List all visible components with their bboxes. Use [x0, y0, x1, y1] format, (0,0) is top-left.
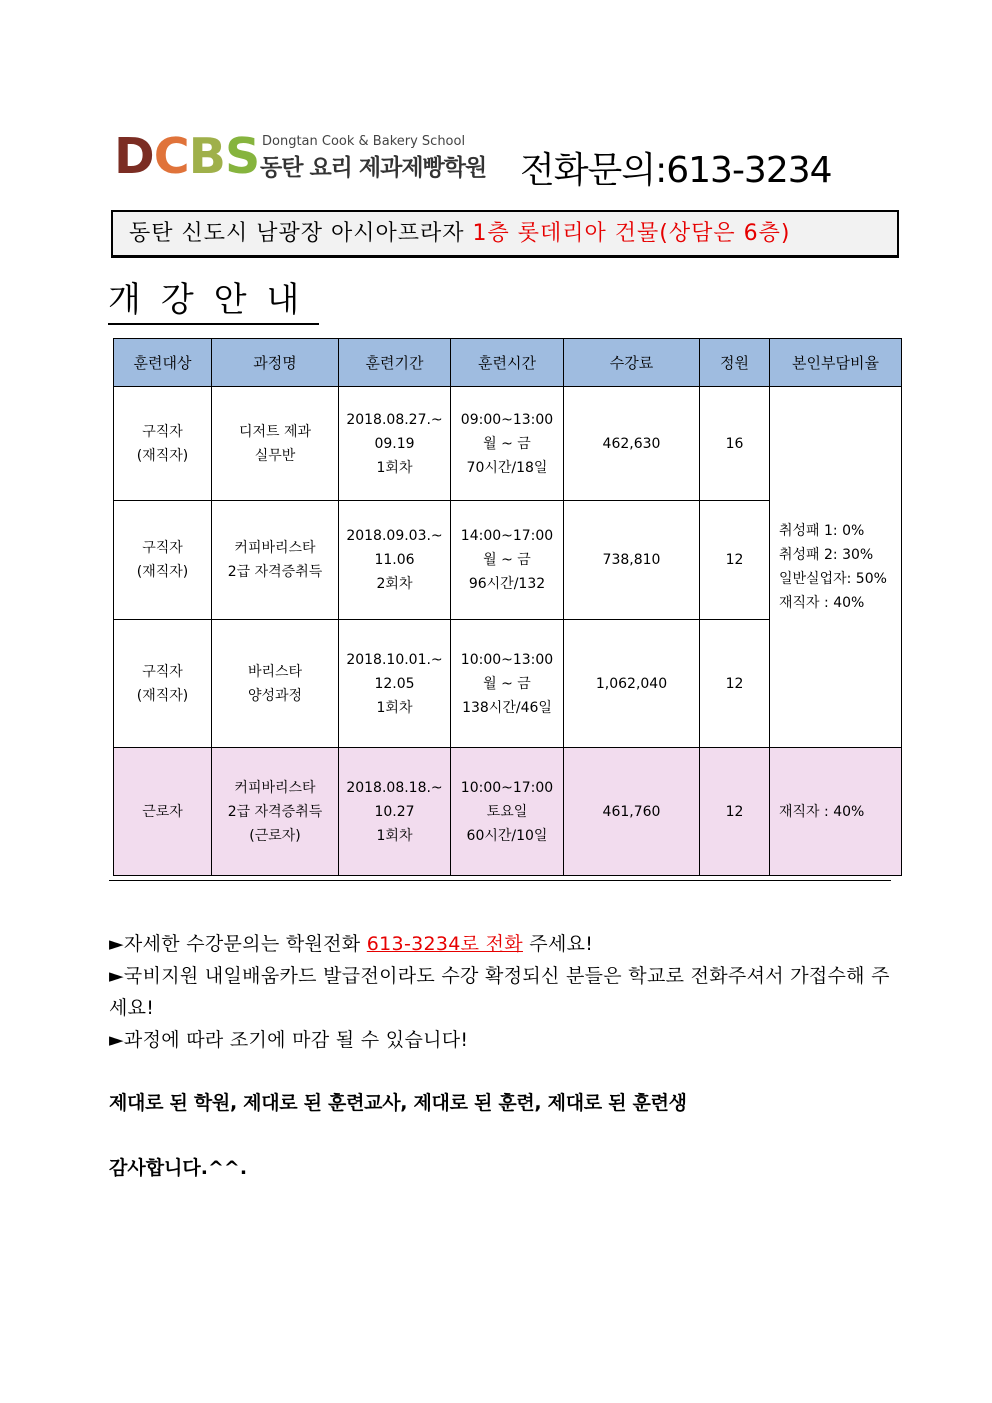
- course-table: [113, 338, 902, 876]
- phone-inquiry: 전화문의:613-3234: [520, 150, 832, 191]
- divider: [109, 880, 891, 881]
- cell-target: 구직자 (재직자): [114, 387, 212, 501]
- header-course: 과정명: [212, 339, 339, 387]
- logo-korean-name: 동탄 요리 제과제빵학원: [260, 155, 487, 181]
- logo-letter-d: D: [114, 128, 154, 185]
- cell-capacity: 12: [700, 620, 770, 748]
- cell-target: 구직자 (재직자): [114, 501, 212, 620]
- slogan: 제대로 된 학원, 제대로 된 훈련교사, 제대로 된 훈련, 제대로 된 훈련생: [109, 1092, 687, 1114]
- cell-time: 10:00~13:00 월 ~ 금 138시간/46일: [451, 620, 564, 748]
- cell-period: 2018.08.27.~ 09.19 1회차: [339, 387, 451, 501]
- header-time: 훈련시간: [451, 339, 564, 387]
- header-period: 훈련기간: [339, 339, 451, 387]
- address-text: 동탄 신도시 남광장 아시아프라자: [129, 221, 473, 246]
- header-capacity: 정원: [700, 339, 770, 387]
- cell-capacity: 16: [700, 387, 770, 501]
- table-header-row: [114, 339, 902, 387]
- cell-burden-merged: 취성패 1: 0% 취성패 2: 30% 일반실업자: 50% 재직자 : 40%: [770, 387, 902, 748]
- cell-capacity: 12: [700, 748, 770, 876]
- cell-course: 커피바리스타 2급 자격증취득: [212, 501, 339, 620]
- cell-period: 2018.10.01.~ 12.05 1회차: [339, 620, 451, 748]
- note-line: ►국비지원 내일배움카드 발급전이라도 수강 확정되신 분들은 학교로 전화주셔서 가접수해 주세요!: [109, 965, 890, 1019]
- cell-period: 2018.09.03.~ 11.06 2회차: [339, 501, 451, 620]
- note-line: ►자세한 수강문의는 학원전화 613-3234로 전화 주세요!: [109, 933, 594, 955]
- cell-target: 근로자: [114, 748, 212, 876]
- header-fee: 수강료: [564, 339, 700, 387]
- cell-capacity: 12: [700, 501, 770, 620]
- address-box: [111, 210, 899, 258]
- notes: [109, 928, 899, 1056]
- cell-target: 구직자 (재직자): [114, 620, 212, 748]
- cell-fee: 1,062,040: [564, 620, 700, 748]
- table-row: [114, 387, 902, 501]
- cell-time: 14:00~17:00 월 ~ 금 96시간/132: [451, 501, 564, 620]
- page-heading: 개강안내: [108, 272, 319, 325]
- cell-fee: 462,630: [564, 387, 700, 501]
- logo-english-name: Dongtan Cook & Bakery School: [262, 134, 466, 149]
- phone-link[interactable]: 613-3234로 전화: [366, 933, 523, 955]
- cell-time: 09:00~13:00 월 ~ 금 70시간/18일: [451, 387, 564, 501]
- cell-period: 2018.08.18.~ 10.27 1회차: [339, 748, 451, 876]
- cell-time: 10:00~17:00 토요일 60시간/10일: [451, 748, 564, 876]
- cell-course: 커피바리스타 2급 자격증취득 (근로자): [212, 748, 339, 876]
- header-burden: 본인부담비율: [770, 339, 902, 387]
- cell-fee: 461,760: [564, 748, 700, 876]
- logo-letter-c: C: [153, 128, 189, 185]
- cell-course: 바리스타 양성과정: [212, 620, 339, 748]
- note-line: ►과정에 따라 조기에 마감 될 수 있습니다!: [109, 1029, 469, 1051]
- logo-letters: [114, 128, 260, 185]
- header-target: 훈련대상: [114, 339, 212, 387]
- address-highlight: 1층 롯데리아 건물(상담은 6층): [472, 221, 791, 246]
- thanks-message: 감사합니다.^^.: [109, 1157, 248, 1179]
- cell-burden: 재직자 : 40%: [770, 748, 902, 876]
- logo-letter-b: B: [188, 128, 226, 185]
- logo-letter-s: S: [225, 128, 260, 185]
- cell-course: 디저트 제과 실무반: [212, 387, 339, 501]
- table-row: [114, 748, 902, 876]
- cell-fee: 738,810: [564, 501, 700, 620]
